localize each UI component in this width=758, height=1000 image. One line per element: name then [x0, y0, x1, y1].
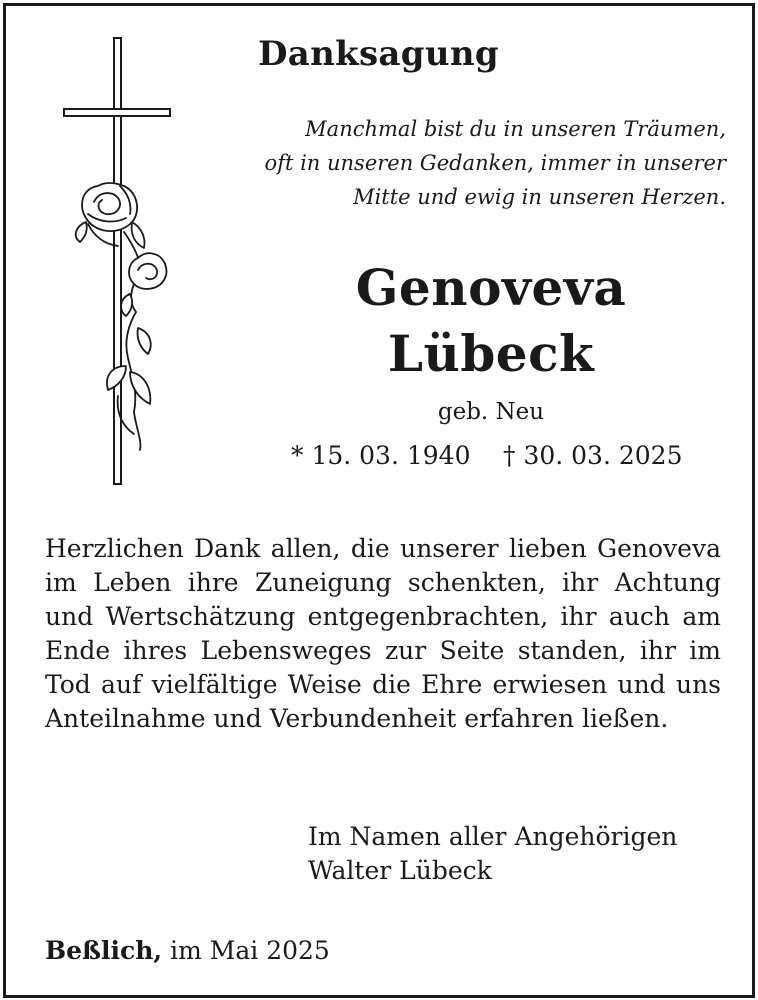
signature-name: Walter Lübeck	[308, 856, 492, 885]
poem-line: Mitte und ewig in unseren Herzen.	[353, 185, 726, 209]
page-title: Danksagung	[258, 34, 499, 74]
signature-line: Im Namen aller Angehörigen	[308, 822, 678, 851]
cross-with-roses-icon	[58, 36, 183, 491]
signature	[308, 820, 677, 888]
death-date: † 30. 03. 2025	[503, 441, 683, 470]
deceased-last-name: Lübeck	[387, 324, 595, 383]
date: im Mai 2025	[170, 936, 330, 965]
deceased-first-name: Genoveva	[355, 258, 627, 317]
maiden-name: geb. Neu	[437, 399, 545, 425]
place-and-date	[45, 936, 330, 965]
poem-line: Manchmal bist du in unseren Träumen,	[305, 117, 726, 141]
thanks-text: Herzlichen Dank allen, die unserer lieben Genoveva im Leben ihre Zuneigung schenkten, ihr Achtung und Wertschätzung entgegenbrachten, ihr auch am Ende ihres Lebensweges zur Seite standen, ihr im Tod auf vielfältige Weise die Ehre erwiesen und uns Anteilnahme und Verbundenheit erfahren ließen.	[45, 534, 721, 733]
place: Beßlich,	[45, 936, 163, 965]
poem	[206, 112, 726, 214]
poem-line: oft in unseren Gedanken, immer in unserer	[264, 151, 726, 175]
birth-date: * 15. 03. 1940	[291, 441, 471, 470]
obituary-notice	[3, 3, 755, 998]
